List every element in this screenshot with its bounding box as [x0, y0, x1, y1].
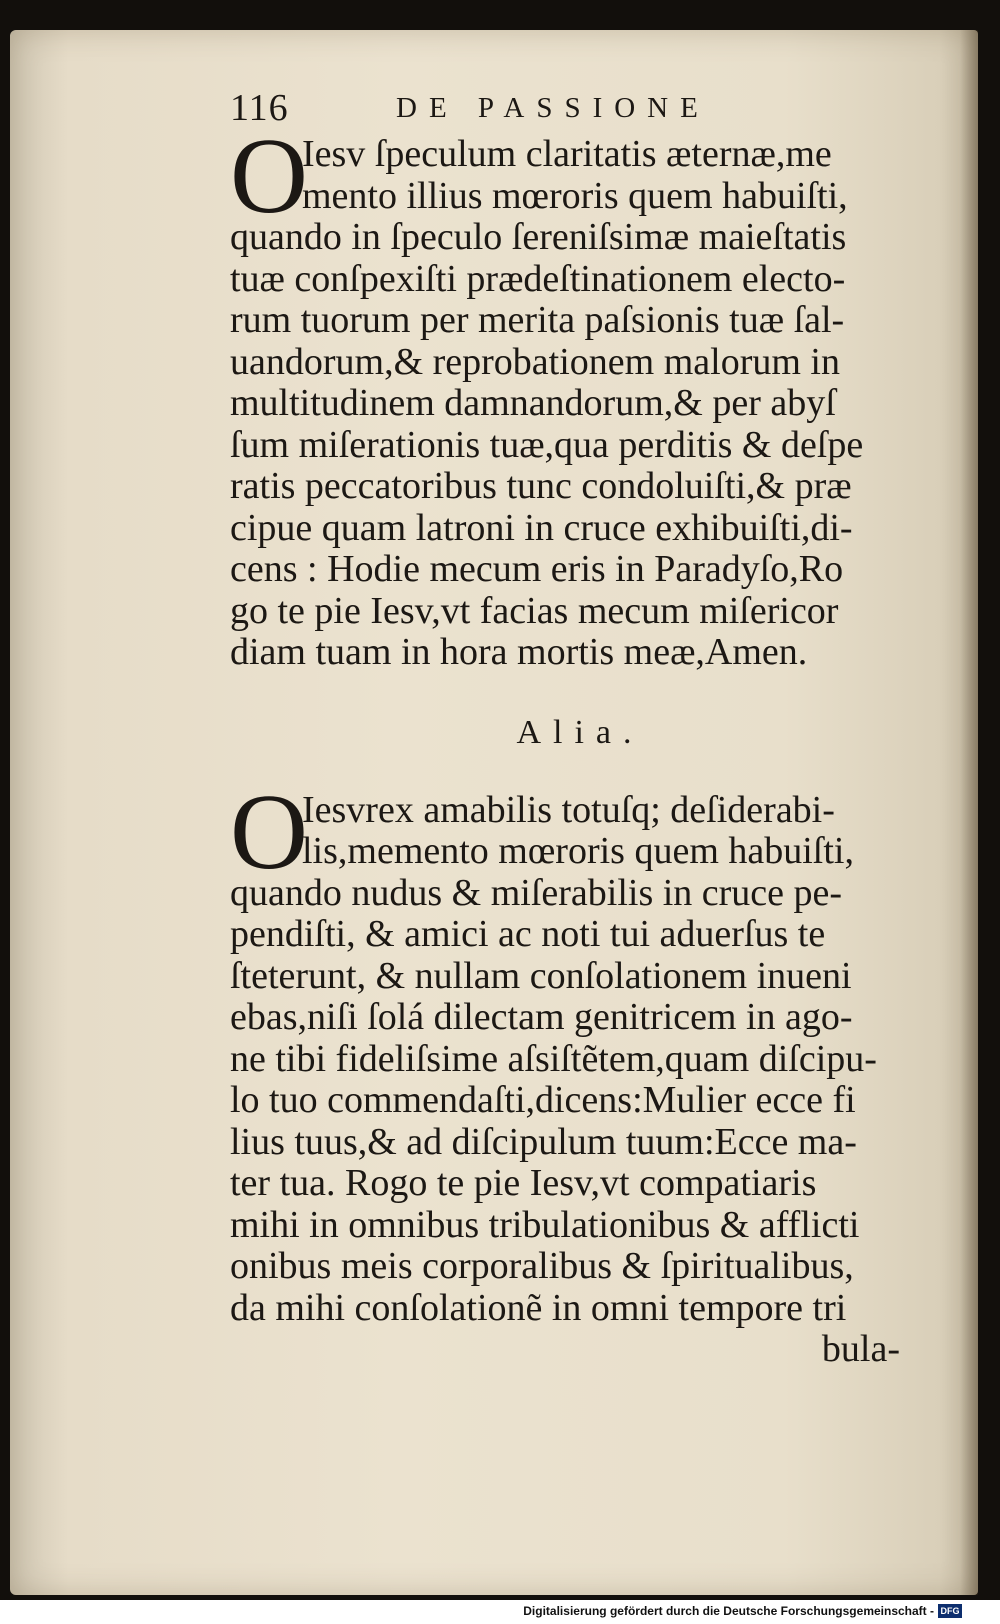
text-line: ebas,niſi ſolá dilectam genitricem in ago- [230, 996, 853, 1038]
text-block [230, 88, 930, 1371]
text-line: go te pie Iesv,vt facias mecum miſericor [230, 589, 839, 632]
text-line: quando in ſpeculo ſereniſsimæ maieſtatis [230, 216, 847, 258]
drop-initial: O [230, 117, 308, 236]
text-line: tuæ conſpexiſti prædeſtinationem electo- [230, 257, 846, 300]
section-heading: Alia. [516, 713, 644, 751]
text-line: ter tua. Rogo te pie Iesv,vt compatiaris [230, 1162, 817, 1204]
page-number: 116 [230, 87, 289, 129]
text-line: multitudinem damnandorum,& per abyſ [230, 382, 836, 424]
text-line: ſum miſerationis tuæ,qua perditis & deſpe [230, 423, 864, 466]
text-line: lius tuus,& ad diſcipulum tuum:Ecce ma- [230, 1120, 857, 1163]
text-line: quando nudus & miſerabilis in cruce pe- [230, 871, 843, 914]
text-line: mihi in omnibus tribulationibus & afflicti [230, 1203, 860, 1246]
text-line: rum tuorum per merita paſsionis tuæ ſal- [230, 299, 845, 341]
text-line: ſteterunt, & nullam conſolationem inueni [230, 954, 852, 997]
text-line: Iesvrex amabilis totuſq; deſiderabi- [302, 788, 835, 831]
funding-notice: Digitalisierung gefördert durch die Deutsche Forschungsgemeinschaft - [523, 1604, 934, 1618]
text-line: lis,memento mœroris quem habuiſti, [302, 830, 854, 872]
catchword: bula- [821, 1328, 900, 1370]
dfg-logo: DFG [938, 1604, 962, 1618]
prayer-1 [230, 117, 930, 674]
footer-bar [0, 1600, 1000, 1624]
text-line: da mihi conſolationẽ in omni tempore tri [230, 1286, 847, 1329]
text-line: ne tibi fideliſsime aſsiſtẽtem,quam diſcipu- [230, 1037, 877, 1080]
text-line: pendiſti, & amici ac noti tui aduerſus te [230, 913, 826, 955]
running-head: DE PASSIONE [396, 92, 710, 124]
text-line: cens : Hodie mecum eris in Paradyſo,Ro [230, 548, 844, 590]
text-line: Iesv ſpeculum claritatis æternæ,me [302, 133, 832, 175]
text-line: uandorum,& reprobationem malorum in [230, 340, 840, 383]
drop-initial: O [230, 772, 308, 892]
text-line: ratis peccatoribus tunc condoluiſti,& præ [230, 465, 852, 507]
prayer-2 [230, 772, 930, 1371]
text-line: lo tuo commendaſti,dicens:Mulier ecce fi [230, 1079, 856, 1121]
page-header [230, 88, 930, 134]
text-line: onibus meis corporalibus & ſpiritualibus, [230, 1245, 854, 1287]
text-line: diam tuam in hora mortis meæ,Amen. [230, 631, 808, 673]
text-line: cipue quam latroni in cruce exhibuiſti,di- [230, 506, 853, 549]
text-line: mento illius mœroris quem habuiſti, [302, 174, 848, 217]
page-edge-shadow [960, 30, 978, 1595]
